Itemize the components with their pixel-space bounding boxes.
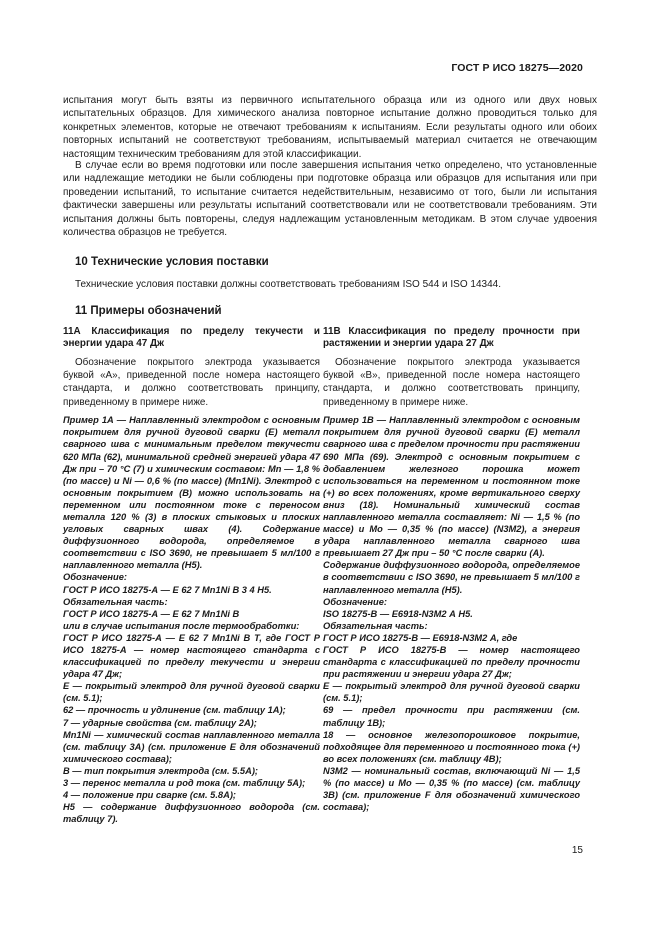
example-line: 4 — положение при сварке (см. 5.8А); bbox=[63, 790, 237, 801]
example-line: или в случае испытания после термообработки: bbox=[63, 620, 300, 631]
example-line: Е — покрытый электрод для ручной дуговой сварки (см. 5.1); bbox=[323, 681, 580, 704]
example-1a bbox=[63, 414, 320, 825]
example-line: Пример 1А — Наплавленный электродом с основным покрытием для ручной дуговой сварки (Е) металл сварного шва с минимальным пределом текучести 620 МПа (62), минимальной средней энергией удара 47 Дж при – 70 °С (7) и химическим составом: Mn — 1,8 % (по массе) и Ni — 0,6 % (по массе) (Mn1Ni). Электрод с основным покрытием (В) можно использовать на переменном или постоянном токе с переносом металла 120 % (3) в плоских стыковых и плоских угловых сварных швах (4). Содержание диффузионного водорода, определяемое в соответствии с ISO 3690, не превышает 5 мл/100 г наплавленного металла (Н5). bbox=[63, 415, 320, 571]
example-line: Mn1Ni — химический состав наплавленного металла (см. таблицу 3А) (см. приложение Е для обозначений химического состава); bbox=[63, 729, 320, 764]
example-line: N3M2 — номинальный состав, включающий Ni — 1,5 % (по массе) и Mo — 0,35 % (по массе) (см. таблицу 3В) (см. приложение F для обозначений химического состава); bbox=[323, 765, 580, 813]
example-line: 7 — ударные свойства (см. таблицу 2А); bbox=[63, 717, 257, 728]
example-line: Н5 — содержание диффузионного водорода (см. таблицу 7). bbox=[63, 802, 320, 825]
example-line: ISO 18275-В — Е6918-N3M2 А Н5. bbox=[323, 608, 473, 619]
column-11a bbox=[63, 326, 320, 825]
section-10-text: Технические условия поставки должны соответствовать требованиям ISO 544 и ISO 14344. bbox=[75, 279, 501, 290]
example-line: ГОСТ Р ИСО 18275-А — Е 62 7 Mn1Ni В bbox=[63, 608, 240, 619]
example-line: 62 — прочность и удлинение (см. таблицу 1А); bbox=[63, 705, 286, 716]
column-11b bbox=[323, 326, 580, 813]
example-line: Пример 1В — Наплавленный электродом с основным покрытием для ручной дуговой сварки (Е) металл сварного шва с пределом прочности при растяжении 690 МПа (69). Электрод с основным покрытием с добавлением железного порошка может использоваться на переменном и постоянном токе (+) во всех положениях, кроме вертикального сверху вниз (18). Номинальный химический состав наплавленного металла составляет: Ni — 1,5 % (по массе) и Mo — 0,35 % (по массе) (N3M2), а энергия удара наплавленного металла сварного шва превышает 27 Дж при – 50 °С после сварки (А). bbox=[323, 415, 580, 559]
page-number: 15 bbox=[571, 845, 583, 856]
section-10-title: 10 Технические условия поставки bbox=[75, 256, 269, 268]
example-line: Обязательная часть: bbox=[323, 620, 428, 631]
example-line: 69 — предел прочности при растяжении (см. таблицу 1В); bbox=[323, 705, 580, 728]
example-line: Содержание диффузионного водорода, определяемое в соответствии с ISO 3690, не превышает 5 мл/100 г наплавленного металла (Н5). bbox=[323, 560, 580, 595]
paragraph-retest: испытания могут быть взяты из первичного испытательного образца или из одного или двух новых испытательных образцов. Для химического анализа повторное испытание должно проводиться только для конкретных элементов, которые не отвечают требованиям к испытаниям. Если результаты одного или обоих повторных испытаний не соответствуют требованиям, испытываемый материал считается не отвечающим настоящим техническим требованиям для этой классификации. bbox=[63, 95, 597, 160]
example-line: ГОСТ Р ИСО 18275-В — Е6918-N3M2 А, где bbox=[323, 632, 518, 643]
paragraph-invalid-test: В случае если во время подготовки или после завершения испытания четко определено, что установленные или надлежащие методики не были соблюдены при подготовке образца или образцов для испытания или при проведении испытаний, то испытание считается недействительным, независимо от того, были ли испытания фактически завершены или результаты испытаний соответствовали или не соответствовали требованиям. Эти испытания должны быть повторены, следуя надлежащим установленным методикам. В этом случае удвоения количества образцов не требуется. bbox=[63, 160, 597, 239]
subsection-11b-intro: Обозначение покрытого электрода указывается буквой «В», приведенной после номера настоящего стандарта, и должно соответствовать принципу, приведенному в примере ниже. bbox=[323, 356, 580, 408]
example-line: ГОСТ Р ИСО 18275-В — номер настоящего стандарта с классификацией по пределу прочности при растяжении и энергии удара 27 Дж; bbox=[323, 645, 580, 680]
example-line: В — тип покрытия электрода (см. 5.5А); bbox=[63, 765, 259, 776]
document-header: ГОСТ Р ИСО 18275—2020 bbox=[451, 62, 583, 74]
example-line: 18 — основное железопорошковое покрытие, подходящее для переменного и постоянного тока (+) во всех положениях (см. таблицу 4В); bbox=[323, 729, 580, 764]
example-line: Е — покрытый электрод для ручной дуговой сварки (см. 5.1); bbox=[63, 681, 320, 704]
subsection-11a-title: 11А Классификация по пределу текучести и энергии удара 47 Дж bbox=[63, 326, 320, 350]
subsection-11b-title: 11В Классификация по пределу прочности при растяжении и энергии удара 27 Дж bbox=[323, 326, 580, 350]
example-line: 3 — перенос металла и род тока (см. таблицу 5А); bbox=[63, 778, 306, 789]
example-line: Обозначение: bbox=[323, 596, 387, 607]
subsection-11a-intro: Обозначение покрытого электрода указывается буквой «А», приведенной после номера настоящего стандарта, и должно соответствовать принципу, приведенному в примере ниже. bbox=[63, 356, 320, 408]
section-11-title: 11 Примеры обозначений bbox=[75, 305, 222, 317]
example-line: Обязательная часть: bbox=[63, 596, 168, 607]
example-line: ГОСТ Р ИСО 18275-А — Е 62 7 Mn1Ni В Т, где ГОСТ Р ИСО 18275-А — номер настоящего стандарта с классификацией по пределу текучести и энергии удара 47 Дж; bbox=[63, 632, 320, 680]
example-1b bbox=[323, 414, 580, 813]
example-line: Обозначение: bbox=[63, 572, 127, 583]
example-line: ГОСТ Р ИСО 18275-А — Е 62 7 Mn1Ni В 3 4 Н5. bbox=[63, 584, 272, 595]
